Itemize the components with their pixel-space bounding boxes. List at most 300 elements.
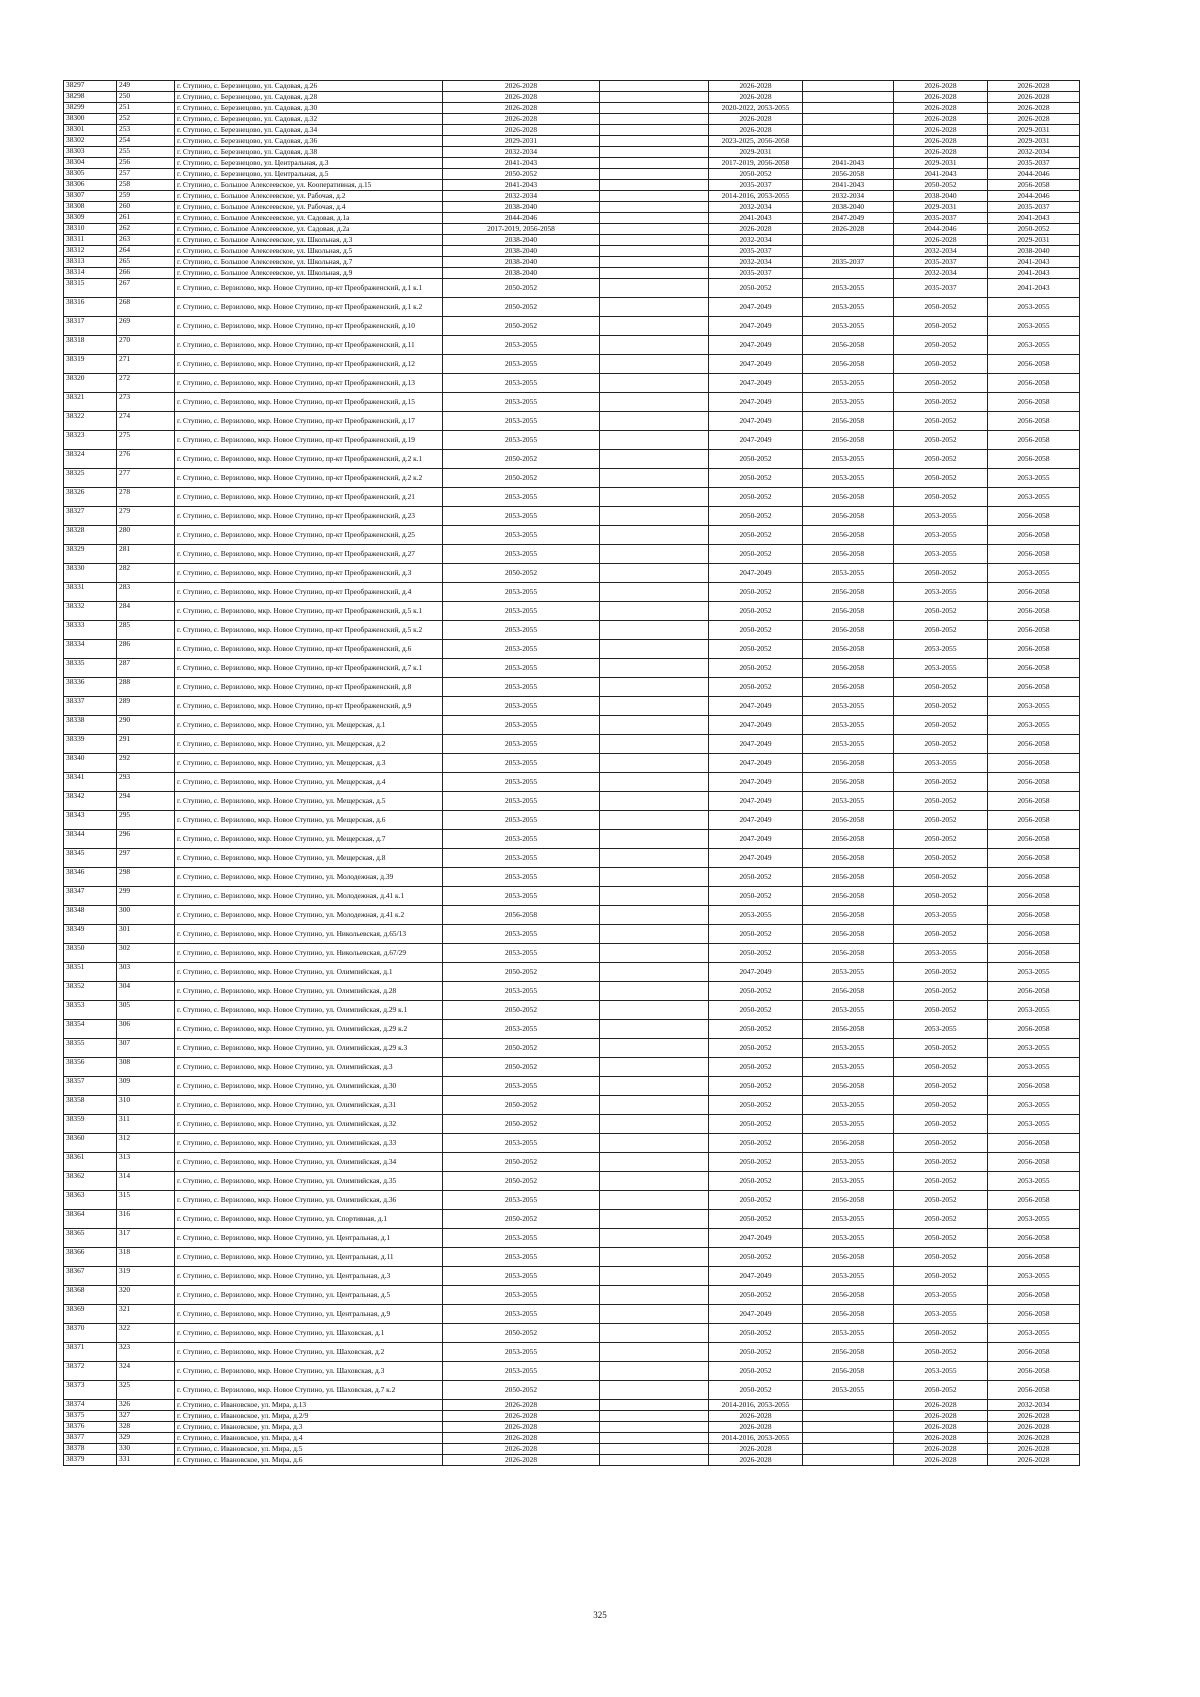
cell-period-2 [600, 1324, 709, 1343]
cell-period-1: 2026-2028 [443, 81, 600, 92]
cell-row-id: 38351 [64, 963, 117, 982]
cell-period-3: 2050-2052 [709, 868, 803, 887]
cell-period-2 [600, 811, 709, 830]
cell-seq-number: 251 [117, 103, 175, 114]
cell-row-id: 38311 [64, 235, 117, 246]
cell-period-6: 2056-2058 [988, 1305, 1080, 1324]
cell-seq-number: 305 [117, 1001, 175, 1020]
cell-period-5: 2050-2052 [894, 450, 988, 469]
cell-period-5: 2038-2040 [894, 191, 988, 202]
cell-seq-number: 265 [117, 257, 175, 268]
cell-row-id: 38321 [64, 393, 117, 412]
cell-period-1: 2053-2055 [443, 1362, 600, 1381]
table-row [64, 1455, 1080, 1466]
cell-seq-number: 290 [117, 716, 175, 735]
cell-period-2 [600, 1422, 709, 1433]
cell-period-5: 2050-2052 [894, 1001, 988, 1020]
cell-period-3: 2050-2052 [709, 944, 803, 963]
table-row [64, 811, 1080, 830]
cell-period-2 [600, 1305, 709, 1324]
cell-period-4: 2053-2055 [803, 1381, 894, 1400]
cell-period-1: 2029-2031 [443, 136, 600, 147]
cell-row-id: 38303 [64, 147, 117, 158]
cell-row-id: 38304 [64, 158, 117, 169]
cell-period-5: 2044-2046 [894, 224, 988, 235]
cell-period-5: 2053-2055 [894, 545, 988, 564]
cell-seq-number: 313 [117, 1153, 175, 1172]
cell-row-id: 38324 [64, 450, 117, 469]
cell-seq-number: 268 [117, 298, 175, 317]
cell-period-6: 2056-2058 [988, 583, 1080, 602]
table-row [64, 1001, 1080, 1020]
table-row [64, 1286, 1080, 1305]
cell-period-5: 2050-2052 [894, 735, 988, 754]
cell-period-3: 2026-2028 [709, 1455, 803, 1466]
cell-row-id: 38333 [64, 621, 117, 640]
cell-period-3: 2047-2049 [709, 830, 803, 849]
cell-address: г. Ступино, с. Березнецово, ул. Садовая, д.38 [175, 147, 443, 158]
cell-period-5: 2053-2055 [894, 659, 988, 678]
cell-address: г. Ступино, с. Верзилово, мкр. Новое Ступино, ул. Шаховская, д.7 к.2 [175, 1381, 443, 1400]
cell-period-6: 2056-2058 [988, 811, 1080, 830]
cell-period-4: 2038-2040 [803, 202, 894, 213]
cell-period-2 [600, 1039, 709, 1058]
cell-period-5: 2053-2055 [894, 526, 988, 545]
cell-period-1: 2053-2055 [443, 621, 600, 640]
cell-period-4 [803, 1444, 894, 1455]
cell-period-3: 2020-2022, 2053-2055 [709, 103, 803, 114]
cell-period-4 [803, 235, 894, 246]
cell-period-1: 2026-2028 [443, 1455, 600, 1466]
cell-period-2 [600, 114, 709, 125]
cell-period-4: 2056-2058 [803, 830, 894, 849]
cell-period-2 [600, 1455, 709, 1466]
cell-row-id: 38313 [64, 257, 117, 268]
cell-period-6: 2026-2028 [988, 1411, 1080, 1422]
table-row [64, 268, 1080, 279]
cell-row-id: 38355 [64, 1039, 117, 1058]
schedule-table-body [64, 81, 1080, 1466]
cell-row-id: 38364 [64, 1210, 117, 1229]
cell-period-3: 2026-2028 [709, 224, 803, 235]
cell-period-3: 2050-2052 [709, 1115, 803, 1134]
cell-period-1: 2053-2055 [443, 583, 600, 602]
cell-period-5: 2026-2028 [894, 136, 988, 147]
cell-address: г. Ступино, с. Верзилово, мкр. Новое Ступино, ул. Центральная, д.3 [175, 1267, 443, 1286]
cell-address: г. Ступино, с. Верзилово, мкр. Новое Ступино, пр-кт Преображенский, д.5 к.1 [175, 602, 443, 621]
cell-period-4: 2056-2058 [803, 488, 894, 507]
cell-period-2 [600, 583, 709, 602]
cell-period-5: 2050-2052 [894, 393, 988, 412]
cell-seq-number: 316 [117, 1210, 175, 1229]
cell-period-1: 2053-2055 [443, 1077, 600, 1096]
cell-row-id: 38309 [64, 213, 117, 224]
cell-period-3: 2050-2052 [709, 1153, 803, 1172]
cell-period-1: 2050-2052 [443, 1210, 600, 1229]
cell-row-id: 38341 [64, 773, 117, 792]
cell-period-3: 2047-2049 [709, 735, 803, 754]
cell-seq-number: 304 [117, 982, 175, 1001]
cell-period-1: 2050-2052 [443, 1153, 600, 1172]
cell-period-3: 2047-2049 [709, 963, 803, 982]
table-row [64, 125, 1080, 136]
cell-seq-number: 289 [117, 697, 175, 716]
table-row [64, 773, 1080, 792]
cell-seq-number: 253 [117, 125, 175, 136]
table-row [64, 583, 1080, 602]
table-row [64, 716, 1080, 735]
cell-seq-number: 270 [117, 336, 175, 355]
cell-period-6: 2056-2058 [988, 526, 1080, 545]
cell-address: г. Ступино, с. Верзилово, мкр. Новое Ступино, пр-кт Преображенский, д.7 к.1 [175, 659, 443, 678]
cell-period-2 [600, 1134, 709, 1153]
cell-period-6: 2056-2058 [988, 1343, 1080, 1362]
cell-period-1: 2053-2055 [443, 773, 600, 792]
cell-period-2 [600, 125, 709, 136]
cell-address: г. Ступино, с. Березнецово, ул. Садовая, д.34 [175, 125, 443, 136]
cell-address: г. Ступино, с. Верзилово, мкр. Новое Ступино, пр-кт Преображенский, д.13 [175, 374, 443, 393]
cell-address: г. Ступино, с. Верзилово, мкр. Новое Ступино, ул. Центральная, д.1 [175, 1229, 443, 1248]
cell-period-5: 2050-2052 [894, 488, 988, 507]
cell-period-4 [803, 136, 894, 147]
cell-address: г. Ступино, с. Верзилово, мкр. Новое Ступино, ул. Молодежная, д.41 к.2 [175, 906, 443, 925]
cell-period-5: 2041-2043 [894, 169, 988, 180]
table-row [64, 298, 1080, 317]
cell-seq-number: 288 [117, 678, 175, 697]
cell-address: г. Ступино, с. Верзилово, мкр. Новое Ступино, ул. Мещерская, д.5 [175, 792, 443, 811]
cell-address: г. Ступино, с. Верзилово, мкр. Новое Ступино, пр-кт Преображенский, д.5 к.2 [175, 621, 443, 640]
cell-period-3: 2026-2028 [709, 1411, 803, 1422]
cell-period-4 [803, 92, 894, 103]
cell-period-6: 2056-2058 [988, 1134, 1080, 1153]
cell-period-5: 2050-2052 [894, 1058, 988, 1077]
cell-period-4: 2056-2058 [803, 944, 894, 963]
cell-row-id: 38365 [64, 1229, 117, 1248]
cell-period-3: 2017-2019, 2056-2058 [709, 158, 803, 169]
cell-seq-number: 322 [117, 1324, 175, 1343]
table-row [64, 507, 1080, 526]
cell-period-2 [600, 963, 709, 982]
table-row [64, 887, 1080, 906]
cell-period-4: 2056-2058 [803, 659, 894, 678]
cell-period-5: 2050-2052 [894, 374, 988, 393]
cell-period-3: 2047-2049 [709, 773, 803, 792]
cell-period-5: 2026-2028 [894, 147, 988, 158]
cell-period-6: 2056-2058 [988, 792, 1080, 811]
cell-period-4: 2053-2055 [803, 317, 894, 336]
cell-period-5: 2050-2052 [894, 336, 988, 355]
cell-period-2 [600, 1096, 709, 1115]
cell-period-1: 2053-2055 [443, 830, 600, 849]
page-number: 325 [593, 1610, 607, 1620]
cell-period-2 [600, 355, 709, 374]
cell-period-5: 2050-2052 [894, 1248, 988, 1267]
cell-period-6: 2056-2058 [988, 1020, 1080, 1039]
cell-period-5: 2026-2028 [894, 235, 988, 246]
cell-seq-number: 269 [117, 317, 175, 336]
cell-period-6: 2053-2055 [988, 1210, 1080, 1229]
cell-seq-number: 260 [117, 202, 175, 213]
cell-seq-number: 274 [117, 412, 175, 431]
cell-address: г. Ступино, с. Верзилово, мкр. Новое Ступино, ул. Мещерская, д.6 [175, 811, 443, 830]
table-row [64, 1039, 1080, 1058]
cell-period-4: 2041-2043 [803, 180, 894, 191]
table-row [64, 1411, 1080, 1422]
cell-row-id: 38346 [64, 868, 117, 887]
cell-period-1: 2053-2055 [443, 811, 600, 830]
cell-period-5: 2050-2052 [894, 317, 988, 336]
table-row [64, 169, 1080, 180]
cell-period-1: 2053-2055 [443, 1286, 600, 1305]
cell-period-2 [600, 526, 709, 545]
table-row [64, 735, 1080, 754]
cell-period-6: 2038-2040 [988, 246, 1080, 257]
cell-address: г. Ступино, с. Верзилово, мкр. Новое Ступино, пр-кт Преображенский, д.2 к.1 [175, 450, 443, 469]
cell-period-4: 2056-2058 [803, 545, 894, 564]
cell-row-id: 38354 [64, 1020, 117, 1039]
cell-period-1: 2050-2052 [443, 317, 600, 336]
cell-period-4: 2053-2055 [803, 792, 894, 811]
cell-address: г. Ступино, с. Березнецово, ул. Садовая, д.26 [175, 81, 443, 92]
cell-period-4: 2053-2055 [803, 374, 894, 393]
cell-seq-number: 262 [117, 224, 175, 235]
cell-row-id: 38376 [64, 1422, 117, 1433]
cell-period-1: 2053-2055 [443, 545, 600, 564]
cell-period-4: 2047-2049 [803, 213, 894, 224]
cell-period-3: 2047-2049 [709, 849, 803, 868]
cell-period-3: 2014-2016, 2053-2055 [709, 191, 803, 202]
cell-period-4: 2053-2055 [803, 1153, 894, 1172]
cell-period-2 [600, 393, 709, 412]
cell-period-5: 2053-2055 [894, 1020, 988, 1039]
cell-period-1: 2053-2055 [443, 1343, 600, 1362]
cell-period-4: 2053-2055 [803, 564, 894, 583]
cell-period-1: 2053-2055 [443, 1191, 600, 1210]
cell-period-4: 2053-2055 [803, 1172, 894, 1191]
cell-period-2 [600, 1058, 709, 1077]
cell-address: г. Ступино, с. Верзилово, мкр. Новое Ступино, ул. Олимпийская, д.29 к.1 [175, 1001, 443, 1020]
cell-row-id: 38326 [64, 488, 117, 507]
cell-period-3: 2014-2016, 2053-2055 [709, 1433, 803, 1444]
cell-seq-number: 277 [117, 469, 175, 488]
cell-period-6: 2029-2031 [988, 125, 1080, 136]
cell-period-1: 2050-2052 [443, 1324, 600, 1343]
cell-period-3: 2047-2049 [709, 317, 803, 336]
cell-period-3: 2026-2028 [709, 81, 803, 92]
cell-period-6: 2026-2028 [988, 1433, 1080, 1444]
cell-row-id: 38375 [64, 1411, 117, 1422]
cell-period-3: 2050-2052 [709, 469, 803, 488]
cell-period-2 [600, 1362, 709, 1381]
cell-address: г. Ступино, с. Верзилово, мкр. Новое Ступино, ул. Шаховская, д.2 [175, 1343, 443, 1362]
cell-period-5: 2032-2034 [894, 268, 988, 279]
cell-period-5: 2050-2052 [894, 1381, 988, 1400]
table-row [64, 393, 1080, 412]
cell-period-3: 2047-2049 [709, 374, 803, 393]
cell-row-id: 38374 [64, 1400, 117, 1411]
cell-period-1: 2053-2055 [443, 982, 600, 1001]
cell-address: г. Ступино, с. Верзилово, мкр. Новое Ступино, пр-кт Преображенский, д.15 [175, 393, 443, 412]
cell-period-2 [600, 507, 709, 526]
cell-period-3: 2050-2052 [709, 1020, 803, 1039]
cell-seq-number: 267 [117, 279, 175, 298]
cell-period-1: 2053-2055 [443, 944, 600, 963]
cell-address: г. Ступино, с. Большое Алексеевское, ул. Школьная, д.7 [175, 257, 443, 268]
cell-row-id: 38345 [64, 849, 117, 868]
cell-period-1: 2053-2055 [443, 716, 600, 735]
cell-address: г. Ступино, с. Большое Алексеевское, ул. Школьная, д.9 [175, 268, 443, 279]
cell-period-1: 2053-2055 [443, 412, 600, 431]
cell-period-1: 2053-2055 [443, 849, 600, 868]
cell-period-1: 2050-2052 [443, 279, 600, 298]
cell-address: г. Ступино, с. Верзилово, мкр. Новое Ступино, ул. Мещерская, д.3 [175, 754, 443, 773]
cell-seq-number: 297 [117, 849, 175, 868]
cell-seq-number: 324 [117, 1362, 175, 1381]
cell-period-4: 2053-2055 [803, 1096, 894, 1115]
cell-row-id: 38369 [64, 1305, 117, 1324]
cell-period-4: 2053-2055 [803, 469, 894, 488]
cell-period-6: 2056-2058 [988, 1248, 1080, 1267]
table-row [64, 136, 1080, 147]
cell-period-1: 2026-2028 [443, 125, 600, 136]
cell-period-2 [600, 158, 709, 169]
cell-address: г. Ступино, с. Верзилово, мкр. Новое Ступино, ул. Шаховская, д.1 [175, 1324, 443, 1343]
table-row [64, 545, 1080, 564]
cell-period-6: 2026-2028 [988, 1455, 1080, 1466]
cell-period-6: 2056-2058 [988, 906, 1080, 925]
cell-period-5: 2035-2037 [894, 279, 988, 298]
cell-period-2 [600, 849, 709, 868]
cell-period-4: 2056-2058 [803, 1134, 894, 1153]
cell-address: г. Ступино, с. Березнецово, ул. Центральная, д.5 [175, 169, 443, 180]
cell-row-id: 38336 [64, 678, 117, 697]
cell-period-2 [600, 469, 709, 488]
cell-period-6: 2053-2055 [988, 1115, 1080, 1134]
cell-period-1: 2026-2028 [443, 114, 600, 125]
table-row [64, 792, 1080, 811]
cell-period-3: 2047-2049 [709, 716, 803, 735]
cell-row-id: 38366 [64, 1248, 117, 1267]
cell-period-2 [600, 1444, 709, 1455]
cell-period-3: 2047-2049 [709, 336, 803, 355]
table-row [64, 257, 1080, 268]
cell-period-5: 2050-2052 [894, 1077, 988, 1096]
cell-period-3: 2050-2052 [709, 169, 803, 180]
cell-row-id: 38320 [64, 374, 117, 393]
cell-period-3: 2050-2052 [709, 1039, 803, 1058]
cell-period-4: 2056-2058 [803, 1343, 894, 1362]
cell-row-id: 38308 [64, 202, 117, 213]
cell-period-6: 2053-2055 [988, 1096, 1080, 1115]
cell-period-1: 2053-2055 [443, 355, 600, 374]
cell-period-3: 2050-2052 [709, 545, 803, 564]
cell-period-6: 2053-2055 [988, 1267, 1080, 1286]
table-row [64, 1153, 1080, 1172]
cell-period-3: 2050-2052 [709, 678, 803, 697]
cell-seq-number: 318 [117, 1248, 175, 1267]
cell-row-id: 38367 [64, 1267, 117, 1286]
cell-period-6: 2056-2058 [988, 1381, 1080, 1400]
cell-period-5: 2026-2028 [894, 1455, 988, 1466]
cell-seq-number: 312 [117, 1134, 175, 1153]
cell-period-5: 2026-2028 [894, 125, 988, 136]
cell-address: г. Ступино, с. Верзилово, мкр. Новое Ступино, пр-кт Преображенский, д.3 [175, 564, 443, 583]
cell-period-3: 2047-2049 [709, 298, 803, 317]
cell-period-5: 2026-2028 [894, 1433, 988, 1444]
cell-period-5: 2053-2055 [894, 640, 988, 659]
cell-row-id: 38297 [64, 81, 117, 92]
cell-row-id: 38362 [64, 1172, 117, 1191]
cell-row-id: 38352 [64, 982, 117, 1001]
cell-period-1: 2041-2043 [443, 158, 600, 169]
cell-seq-number: 293 [117, 773, 175, 792]
cell-period-5: 2053-2055 [894, 507, 988, 526]
cell-period-4: 2053-2055 [803, 1058, 894, 1077]
cell-period-6: 2056-2058 [988, 507, 1080, 526]
cell-period-4: 2056-2058 [803, 1286, 894, 1305]
cell-period-4: 2056-2058 [803, 811, 894, 830]
cell-period-6: 2053-2055 [988, 488, 1080, 507]
cell-period-6: 2056-2058 [988, 754, 1080, 773]
cell-row-id: 38332 [64, 602, 117, 621]
cell-period-6: 2050-2052 [988, 224, 1080, 235]
cell-period-5: 2032-2034 [894, 246, 988, 257]
cell-seq-number: 326 [117, 1400, 175, 1411]
cell-period-3: 2050-2052 [709, 1381, 803, 1400]
cell-period-4: 2056-2058 [803, 336, 894, 355]
cell-period-2 [600, 431, 709, 450]
cell-period-5: 2050-2052 [894, 1324, 988, 1343]
cell-seq-number: 301 [117, 925, 175, 944]
cell-row-id: 38314 [64, 268, 117, 279]
cell-address: г. Ступино, с. Верзилово, мкр. Новое Ступино, пр-кт Преображенский, д.12 [175, 355, 443, 374]
cell-address: г. Ступино, с. Верзилово, мкр. Новое Ступино, ул. Олимпийская, д.33 [175, 1134, 443, 1153]
cell-period-1: 2053-2055 [443, 507, 600, 526]
cell-address: г. Ступино, с. Березнецово, ул. Садовая, д.32 [175, 114, 443, 125]
table-row [64, 1343, 1080, 1362]
cell-period-4: 2056-2058 [803, 849, 894, 868]
cell-period-6: 2053-2055 [988, 564, 1080, 583]
cell-period-5: 2026-2028 [894, 103, 988, 114]
cell-period-6: 2056-2058 [988, 412, 1080, 431]
cell-period-4: 2056-2058 [803, 526, 894, 545]
cell-period-3: 2047-2049 [709, 811, 803, 830]
cell-period-3: 2050-2052 [709, 450, 803, 469]
cell-period-6: 2056-2058 [988, 355, 1080, 374]
cell-row-id: 38363 [64, 1191, 117, 1210]
table-row [64, 1267, 1080, 1286]
cell-seq-number: 286 [117, 640, 175, 659]
cell-period-5: 2050-2052 [894, 830, 988, 849]
cell-address: г. Ступино, с. Верзилово, мкр. Новое Ступино, ул. Олимпийская, д.29 к.2 [175, 1020, 443, 1039]
cell-period-5: 2050-2052 [894, 982, 988, 1001]
cell-period-6: 2053-2055 [988, 469, 1080, 488]
cell-address: г. Ступино, с. Березнецово, ул. Садовая, д.28 [175, 92, 443, 103]
table-row [64, 849, 1080, 868]
cell-address: г. Ступино, с. Верзилово, мкр. Новое Ступино, ул. Мещерская, д.7 [175, 830, 443, 849]
cell-period-1: 2041-2043 [443, 180, 600, 191]
cell-seq-number: 307 [117, 1039, 175, 1058]
cell-period-5: 2026-2028 [894, 92, 988, 103]
cell-address: г. Ступино, с. Ивановское, ул. Мира, д.5 [175, 1444, 443, 1455]
cell-period-6: 2035-2037 [988, 158, 1080, 169]
cell-period-1: 2053-2055 [443, 868, 600, 887]
cell-period-1: 2032-2034 [443, 191, 600, 202]
cell-address: г. Ступино, с. Верзилово, мкр. Новое Ступино, ул. Олимпийская, д.31 [175, 1096, 443, 1115]
cell-period-1: 2038-2040 [443, 257, 600, 268]
cell-period-5: 2050-2052 [894, 811, 988, 830]
cell-row-id: 38348 [64, 906, 117, 925]
